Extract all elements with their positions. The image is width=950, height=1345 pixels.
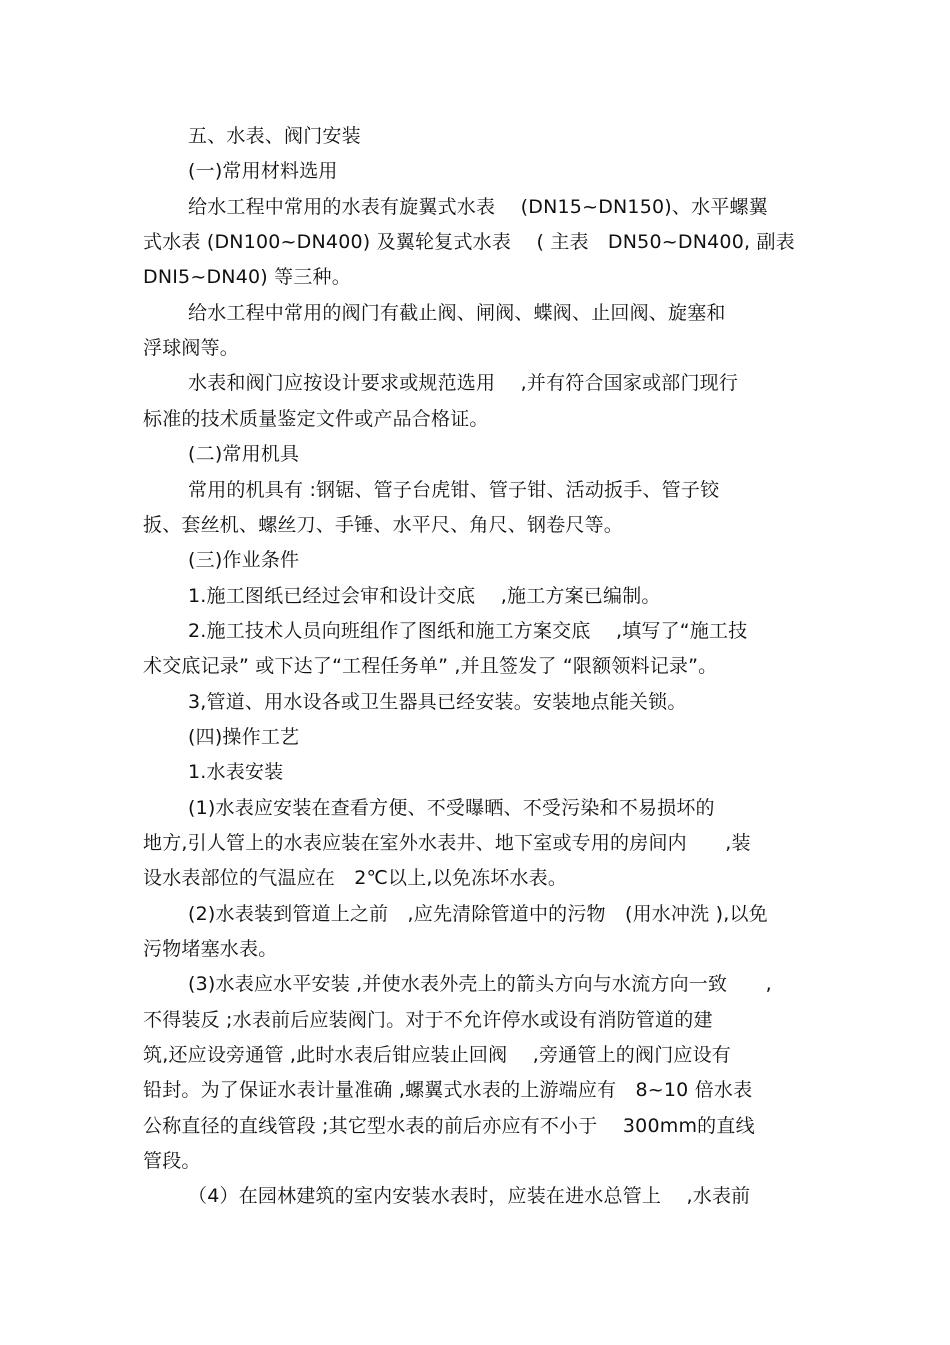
paragraph-line: 浮球阀等。 [143, 337, 240, 359]
paragraph-line: 给水工程中常用的阀门有截止阀、闸阀、蝶阀、止回阀、旋塞和 [188, 302, 726, 324]
paragraph-line: DNI5~DN40) 等三种。 [143, 266, 351, 288]
paragraph-line: 2.施工技术人员向班组作了图纸和施工方案交底 ,填写了“施工技 [188, 620, 748, 642]
item-heading: 1.水表安装 [188, 761, 284, 783]
subsection-heading: (二)常用机具 [188, 443, 300, 465]
paragraph-line: 污物堵塞水表。 [143, 938, 278, 960]
subsection-heading: (一)常用材料选用 [188, 160, 338, 182]
paragraph-line: 筑,还应设旁通管 ,此时水表后钳应装止回阀 ,旁通管上的阀门应设有 [143, 1044, 731, 1066]
paragraph-line: 设水表部位的气温应在 2℃以上,以免冻坏水表。 [143, 867, 568, 889]
paragraph-line: 式水表 (DN100~DN400) 及翼轮复式水表 ( 主表 DN50~DN400, 副表 [143, 231, 795, 253]
paragraph-line: 水表和阀门应按设计要求或规范选用 ,并有符合国家或部门现行 [188, 372, 739, 394]
paragraph-line: 术交底记录” 或下达了“工程任务单” ,并且签发了 “限额领料记录”。 [143, 655, 718, 677]
paragraph-line: 常用的机具有 :钢锯、管子台虎钳、管子钳、活动扳手、管子铰 [188, 479, 720, 501]
subsection-heading: (四)操作工艺 [188, 726, 300, 748]
paragraph-line: 给水工程中常用的水表有旋翼式水表 (DN15~DN150)、水平螺翼 [188, 196, 768, 218]
paragraph-line: 扳、套丝机、螺丝刀、手锤、水平尺、角尺、钢卷尺等。 [143, 514, 624, 536]
subsection-heading: (三)作业条件 [188, 549, 300, 571]
paragraph-line: （4）在园林建筑的室内安装水表时，应装在进水总管上 ,水表前 [188, 1185, 751, 1207]
section-heading: 五、水表、阀门安装 [188, 125, 361, 147]
paragraph-line: (1)水表应安装在查看方便、不受曝晒、不受污染和不易损坏的 [188, 797, 715, 819]
paragraph-line: 3,管道、用水设各或卫生器具已经安装。安装地点能关锁。 [188, 691, 687, 713]
paragraph-line: 不得装反 ;水表前后应装阀门。对于不允许停水或设有消防管道的建 [143, 1009, 713, 1031]
paragraph-line: (3)水表应水平安装 ,并使水表外壳上的箭头方向与水流方向一致 , [188, 973, 772, 995]
paragraph-line: 铅封。为了保证水表计量准确 ,螺翼式水表的上游端应有 8~10 倍水表 [143, 1079, 753, 1101]
paragraph-line: (2)水表装到管道上之前 ,应先清除管道中的污物 (用水冲洗 ),以免 [188, 903, 768, 925]
paragraph-line: 管段。 [143, 1150, 201, 1172]
paragraph-line: 地方,引人管上的水表应装在室外水表井、地下室或专用的房间内 ,装 [143, 832, 751, 854]
paragraph-line: 公称直径的直线管段 ;其它型水表的前后亦应有不小于 300mm的直线 [143, 1115, 755, 1137]
paragraph-line: 1.施工图纸已经过会审和设计交底 ,施工方案已编制。 [188, 585, 661, 607]
paragraph-line: 标准的技术质量鉴定文件或产品合格证。 [143, 408, 489, 430]
